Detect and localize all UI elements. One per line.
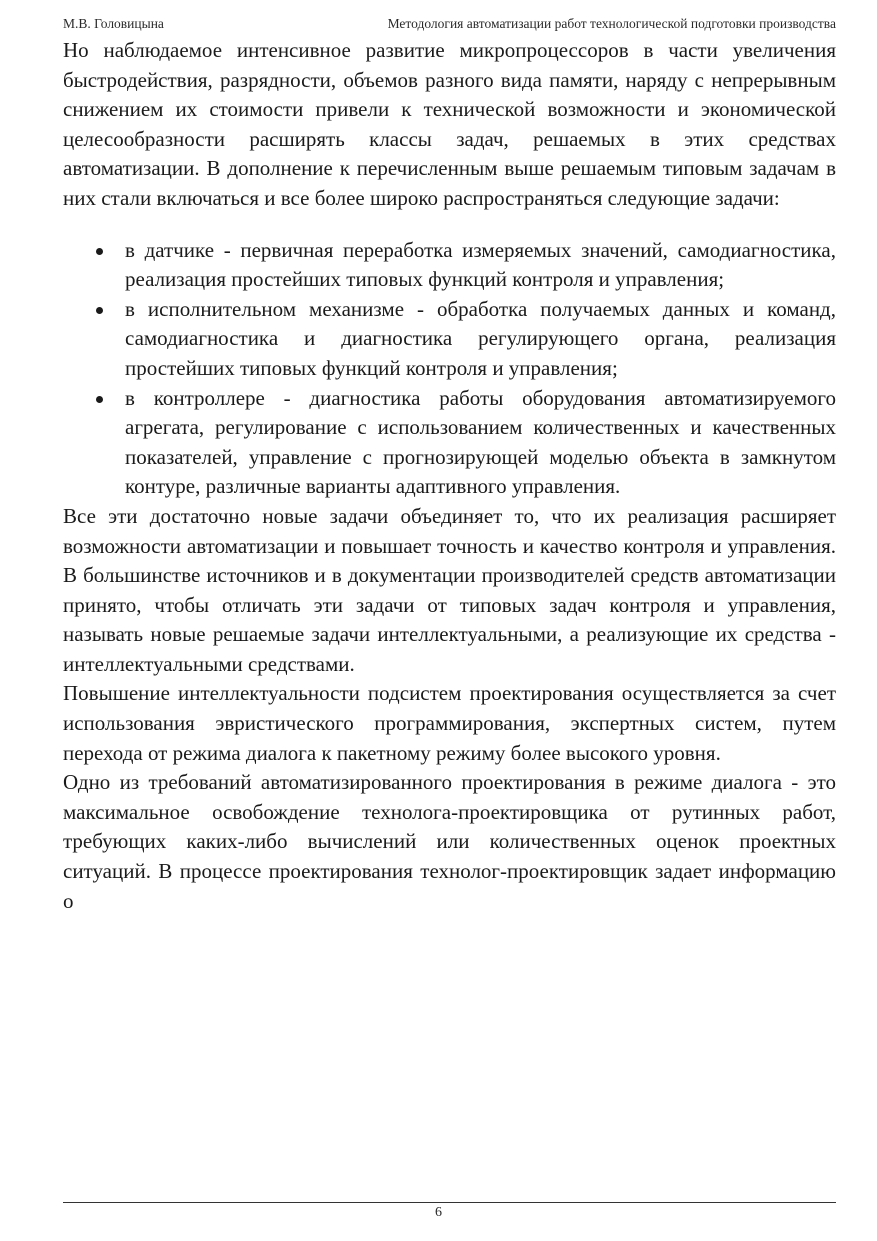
- footer-divider: [63, 1202, 836, 1203]
- list-item-text: в датчике - первичная переработка измеряемых значений, самодиагностика, реализация простейших типовых функций контроля и управления;: [125, 237, 836, 292]
- bullet-list: [63, 236, 836, 502]
- running-header: [63, 14, 836, 36]
- body-text: [63, 36, 836, 916]
- header-author: М.В. Головицына: [63, 16, 164, 31]
- bullet-icon: [96, 307, 103, 314]
- paragraph-3: Повышение интеллектуальности подсистем проектирования осуществляется за счет использования эвристического программирования, экспертных систем, путем перехода от режима диалога к пакетному режиму более высокого уровня.: [63, 681, 836, 765]
- list-item-text: в исполнительном механизме - обработка получаемых данных и команд, самодиагностика и диагностика регулирующего органа, реализация простейших типовых функций контроля и управления;: [125, 296, 836, 380]
- bullet-icon: [96, 396, 103, 403]
- list-item: [63, 236, 836, 295]
- header-title: Методология автоматизации работ технологической подготовки производства: [387, 16, 836, 31]
- bullet-icon: [96, 248, 103, 255]
- page-number: 6: [435, 1205, 442, 1220]
- paragraph-4: Одно из требований автоматизированного проектирования в режиме диалога - это максимальное освобождение технолога-проектировщика от рутинных работ, требующих каких-либо вычислений или количественных оценок проектных ситуаций. В процессе проектирования технолог-проектировщик задает информацию о: [63, 770, 836, 913]
- list-item: [63, 295, 836, 384]
- list-item-text: в контроллере - диагностика работы оборудования автоматизируемого агрегата, регулирование с использованием количественных и качественных показателей, управление с прогнозирующей моделью объекта в замкнутом контуре, различные варианты адаптивного управления.: [125, 385, 836, 499]
- list-item: [63, 384, 836, 502]
- paragraph-intro: Но наблюдаемое интенсивное развитие микропроцессоров в части увеличения быстродействия, разрядности, объемов разного вида памяти, наряду с непрерывным снижением их стоимости привели к технической возможности и экономической целесообразности расширять классы задач, решаемых в этих средствах автоматизации. В дополнение к перечисленным выше решаемым типовым задачам в них стали включаться и все более широко распространяться следующие задачи:: [63, 38, 836, 210]
- paragraph-2: Все эти достаточно новые задачи объединяет то, что их реализация расширяет возможности автоматизации и повышает точность и качество контроля и управления. В большинстве источников и в документации производителей средств автоматизации принято, чтобы отличать эти задачи от типовых задач контроля и управления, называть новые решаемые задачи интеллектуальными, а реализующие их средства - интеллектуальными средствами.: [63, 503, 836, 676]
